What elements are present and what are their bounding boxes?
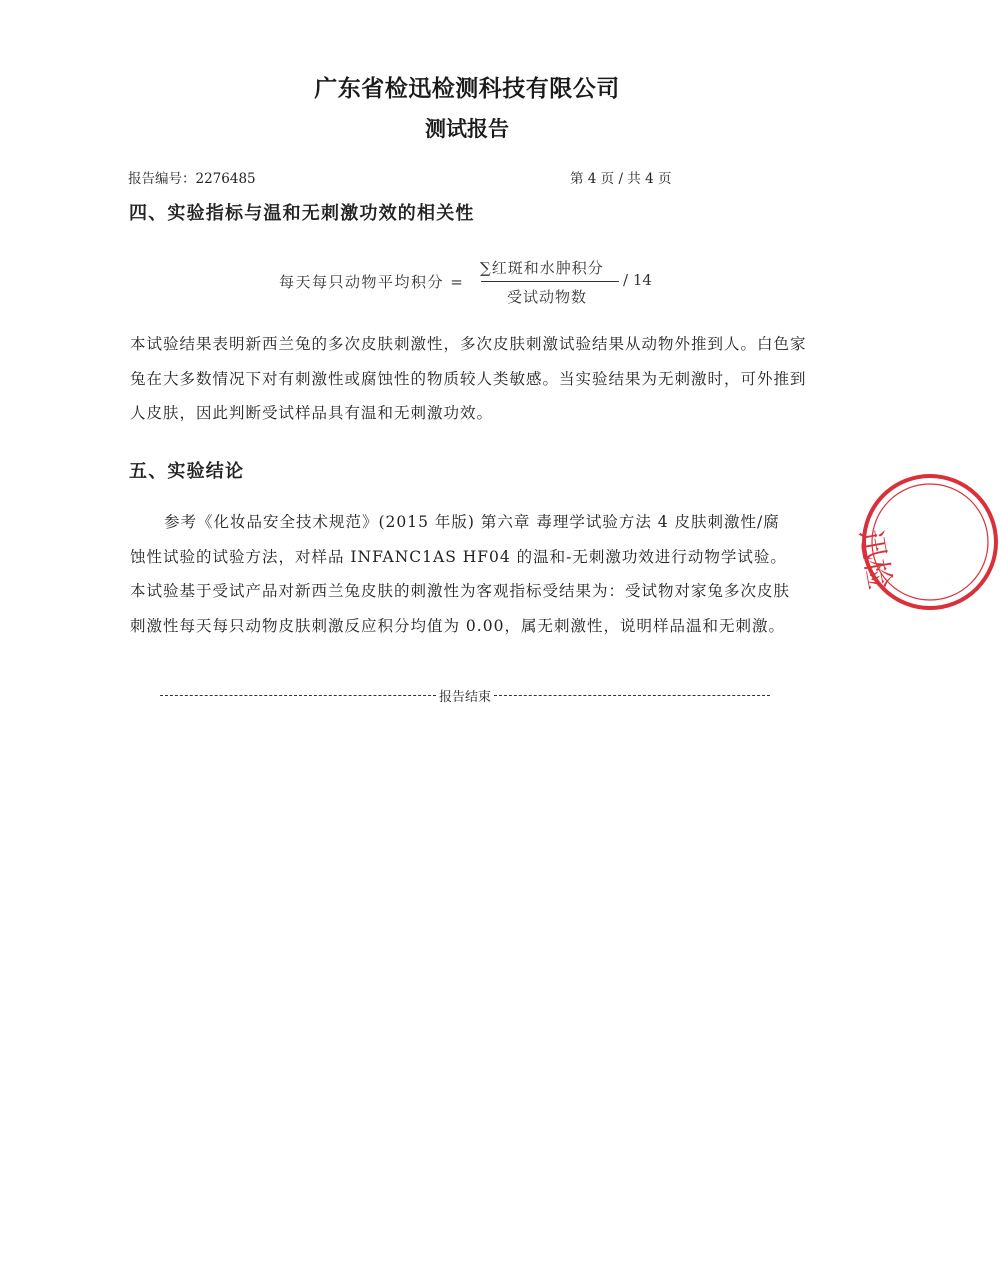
end-dashes-right	[494, 695, 770, 696]
formula-numerator: ∑红斑和水肿积分	[480, 259, 604, 277]
section-4-heading: 四、实验指标与温和无刺激功效的相关性	[129, 203, 475, 224]
page-indicator: 第 4 页 / 共 4 页	[570, 171, 672, 187]
conclusion-paragraph: 参考《化妆品安全技术规范》(2015 年版) 第六章 毒理学试验方法 4 皮肤刺激性/腐蚀性试验的试验方法，对样品 INFANC1AS HF04 的温和-无刺激功效进行动物学试验。本试验基于受试产品对新西兰兔皮肤的刺激性为客观指标受结果为：受试物对家兔多次皮肤刺激性每天每只动物皮肤刺激反应积分均值为 0.00，属无刺激性，说明样品温和无刺激。	[130, 513, 791, 635]
report-end-label: 报告结束	[439, 690, 492, 705]
report-number-label: 报告编号：	[128, 171, 196, 187]
report-number-value: 2276485	[195, 171, 256, 187]
formula-denominator: 受试动物数	[507, 288, 588, 306]
formula-divisor: / 14	[623, 271, 652, 289]
seal-text: 迅检	[852, 526, 898, 593]
formula-lhs: 每天每只动物平均积分 =	[279, 273, 465, 291]
report-end-marker	[160, 686, 770, 705]
company-name: 广东省检迅检测科技有限公司	[314, 76, 620, 102]
section-5-heading: 五、实验结论	[129, 461, 245, 482]
fraction-bar	[481, 281, 619, 282]
company-seal-stamp	[852, 472, 1000, 612]
end-dashes-left	[160, 695, 436, 696]
report-number	[128, 167, 256, 187]
section-4-paragraph: 本试验结果表明新西兰兔的多次皮肤刺激性，多次皮肤刺激试验结果从动物外推到人。白色家兔在大多数情况下对有刺激性或腐蚀性的物质较人类敏感。当实验结果为无刺激时，可外推到人皮肤，因此判断受试样品具有温和无刺激功效。	[130, 335, 807, 422]
document-title: 测试报告	[425, 117, 509, 141]
